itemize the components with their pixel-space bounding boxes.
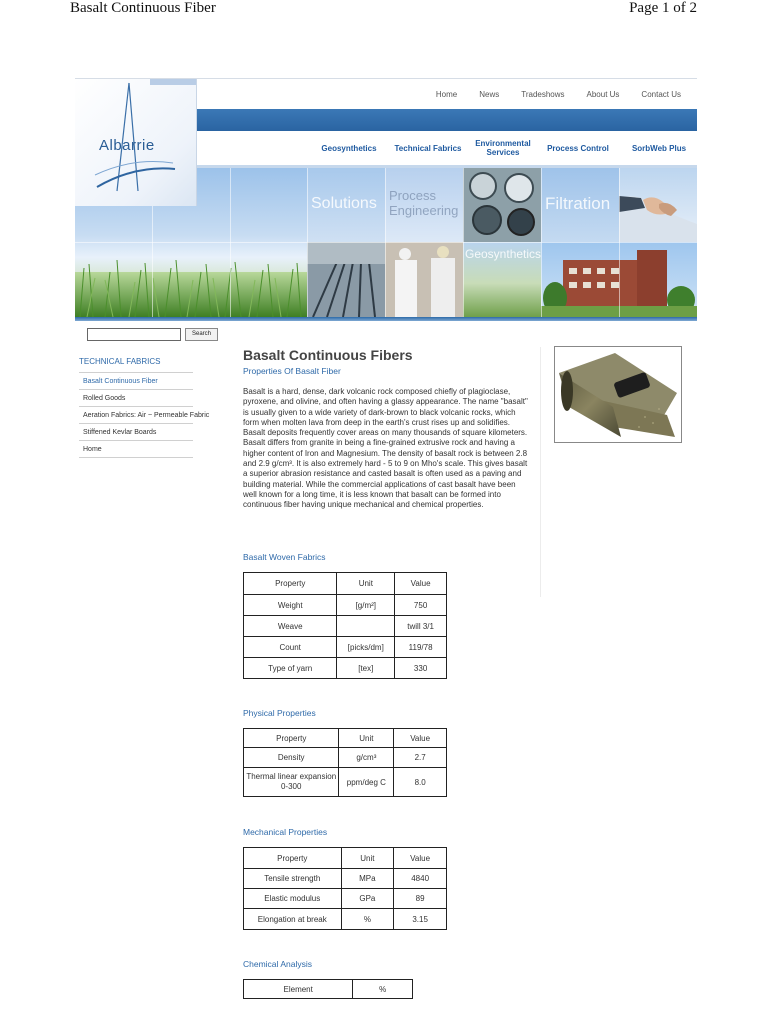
tile-geosynthetics bbox=[463, 242, 541, 317]
tile-factory-floor bbox=[307, 242, 385, 317]
physical-properties-table bbox=[243, 728, 447, 797]
sidebar-item-home[interactable]: Home bbox=[79, 441, 193, 458]
search-input[interactable] bbox=[87, 328, 181, 341]
table-row: Type of yarn [tex] 330 bbox=[244, 658, 447, 679]
table-row: Elongation at break % 3.15 bbox=[244, 909, 447, 930]
sidebar bbox=[79, 357, 210, 458]
column-divider bbox=[540, 347, 541, 597]
top-nav-news[interactable]: News bbox=[479, 89, 500, 99]
sidebar-item-rolled-goods[interactable]: Rolled Goods bbox=[79, 390, 193, 407]
page-subtitle: Properties Of Basalt Fiber bbox=[243, 366, 341, 376]
factory-floor-image bbox=[307, 242, 385, 317]
page-title: Basalt Continuous Fibers bbox=[243, 347, 413, 363]
tile-filter-bags bbox=[463, 168, 541, 242]
logo[interactable] bbox=[75, 79, 197, 206]
table-row: Density g/cm³ 2.7 bbox=[244, 748, 447, 768]
physical-properties-heading: Physical Properties bbox=[243, 708, 316, 718]
search-button[interactable]: Search bbox=[185, 328, 218, 341]
page-number: Page 1 of 2 bbox=[629, 0, 697, 16]
main-content bbox=[243, 347, 531, 511]
table-row: Count [picks/dm] 119/78 bbox=[244, 637, 447, 658]
table-header-row: Property Unit Value bbox=[244, 729, 447, 748]
top-nav-home[interactable]: Home bbox=[435, 89, 458, 99]
chemical-analysis-heading: Chemical Analysis bbox=[243, 959, 312, 969]
fabric-roll-icon bbox=[555, 347, 681, 442]
logo-text: Albarrie bbox=[99, 137, 155, 154]
intro-paragraph: Basalt is a hard, dense, dark volcanic rock composed chiefly of plagioclase, pyroxene, and olivine, and often having a glassy appearance. The name "basalt" is usually given to a wide variety of dark-brown to black volcanic rocks, which form when molten lava from deep in the earth's crust rises up and solidifies. Basalt deposits frequently cover areas on many thousands of square kilometers. Basalt differs from granite in being a fine-grained extrusive rock and having a higher content of Iron and Magnesium. The density of basalt rock is between 2.8 and 2.9 g/cm³. It is also extremely hard - 5 to 9 on Mho's scale. This gives basalt a superior abrasion resistance and casted basalt is often used as a paving and building material. While the commercial applications of cast basalt have been well known for a long time, it is less known that basalt can be formed into continuous fiber having unique mechanical and chemical properties. bbox=[243, 387, 528, 510]
search-form bbox=[87, 327, 218, 341]
header-blue-bar bbox=[196, 109, 697, 131]
sidebar-item-aeration-fabrics[interactable]: Aeration Fabrics: Air ~ Permeable Fabric bbox=[79, 407, 193, 424]
nav-process-control[interactable]: Process Control bbox=[547, 143, 609, 153]
woven-fabrics-heading: Basalt Woven Fabrics bbox=[243, 552, 326, 562]
mechanical-properties-table bbox=[243, 847, 447, 930]
top-nav-about[interactable]: About Us bbox=[586, 89, 620, 99]
mechanical-properties-heading: Mechanical Properties bbox=[243, 827, 328, 837]
woven-fabrics-table bbox=[243, 572, 447, 679]
basalt-fabric-roll-image bbox=[554, 346, 682, 443]
nav-geosynthetics[interactable]: Geosynthetics bbox=[321, 143, 377, 153]
filter-bags-image bbox=[463, 168, 541, 242]
tile-engineers bbox=[385, 242, 463, 317]
table-row: Weight [g/m²] 750 bbox=[244, 595, 447, 616]
nav-sorbweb-plus[interactable]: SorbWeb Plus bbox=[631, 143, 687, 153]
print-header bbox=[70, 0, 697, 20]
banner-label-process: Process Engineering bbox=[389, 188, 459, 218]
top-nav bbox=[196, 79, 697, 109]
top-nav-contact[interactable]: Contact Us bbox=[641, 89, 681, 99]
nav-technical-fabrics[interactable]: Technical Fabrics bbox=[394, 143, 462, 153]
nav-environmental-services[interactable]: Environmental Services bbox=[475, 139, 531, 157]
banner-divider bbox=[75, 317, 697, 321]
table-header-row: Element % bbox=[244, 980, 413, 999]
tile-solutions bbox=[307, 168, 385, 242]
table-row: Tensile strength MPa 4840 bbox=[244, 869, 447, 889]
tile-handshake bbox=[619, 168, 697, 242]
website-frame bbox=[75, 78, 697, 994]
sidebar-item-kevlar-boards[interactable]: Stiffened Kevlar Boards bbox=[79, 424, 193, 441]
tile-filtration bbox=[541, 168, 619, 242]
banner-label-solutions: Solutions bbox=[311, 195, 377, 212]
banner-label-geosynthetics: Geosynthetics bbox=[465, 247, 541, 261]
main-nav bbox=[196, 131, 697, 168]
chemical-analysis-table bbox=[243, 979, 413, 999]
handshake-image bbox=[619, 168, 697, 242]
table-header-row: Property Unit Value bbox=[244, 573, 447, 595]
banner-label-filtration: Filtration bbox=[545, 194, 611, 213]
sidebar-item-basalt[interactable]: Basalt Continuous Fiber bbox=[79, 373, 193, 390]
table-row: Thermal linear expansion 0-300 ppm/deg C 8.0 bbox=[244, 768, 447, 797]
top-nav-tradeshows[interactable]: Tradeshows bbox=[521, 89, 565, 99]
engineers-image bbox=[385, 242, 463, 317]
table-row: Weave twill 3/1 bbox=[244, 616, 447, 637]
tile-process bbox=[385, 168, 463, 242]
site-header bbox=[75, 79, 697, 321]
table-header-row: Property Unit Value bbox=[244, 848, 447, 869]
table-row: Elastic modulus GPa 89 bbox=[244, 889, 447, 909]
print-title: Basalt Continuous Fiber bbox=[70, 0, 216, 16]
sidebar-title: TECHNICAL FABRICS bbox=[79, 357, 193, 373]
